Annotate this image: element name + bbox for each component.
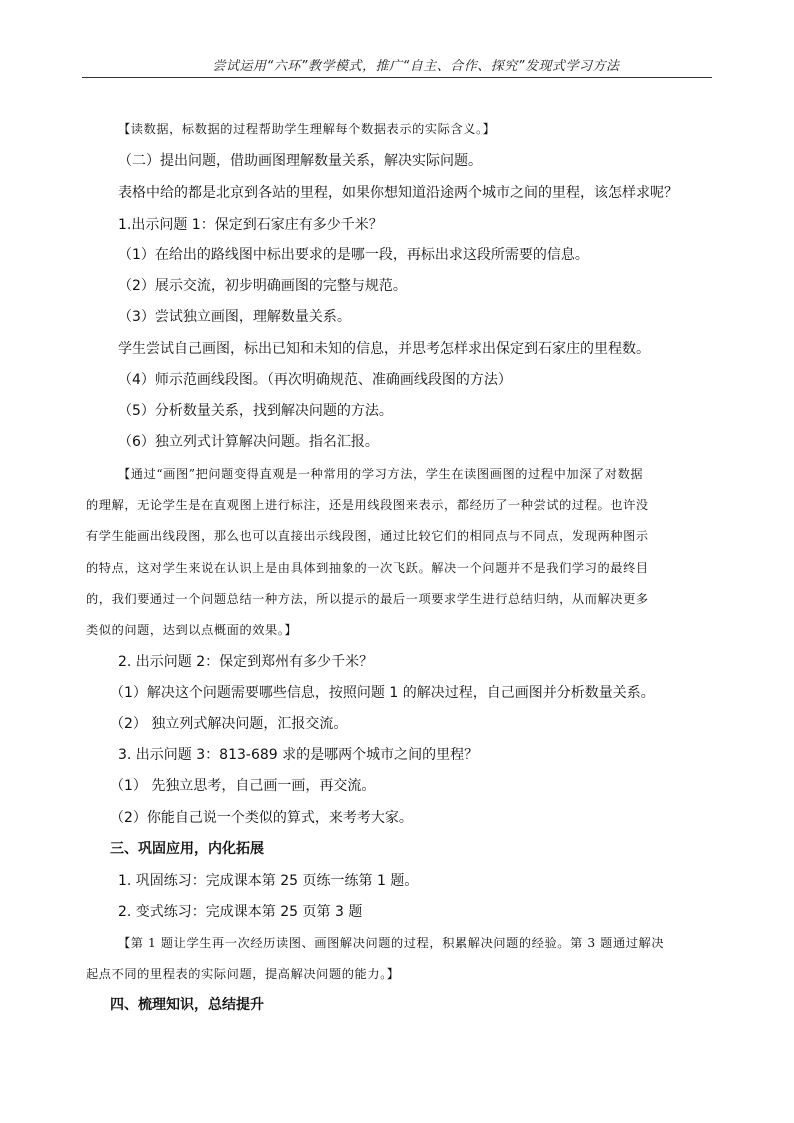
note-line: 起点不同的里程表的实际问题，提高解决问题的能力。】 (86, 967, 400, 981)
body-line: （5）分析数量关系，找到解决问题的方法。 (118, 403, 393, 419)
body-line: （1） 先独立思考，自己画一画，再交流。 (110, 778, 376, 794)
body-line: 3. 出示问题 3：813-689 求的是哪两个城市之间的里程？ (118, 747, 479, 763)
body-line: （2）展示交流，初步明确画图的完整与规范。 (118, 278, 407, 294)
note-line: 【第 1 题让学生再一次经历读图、画图解决问题的过程，积累解决问题的经验。第 3 题通过解决 (118, 936, 665, 950)
body-line: （二）提出问题，借助画图理解数量关系，解决实际问题。 (118, 153, 482, 169)
body-line: 1.出示问题 1：保定到石家庄有多少千米？ (118, 217, 383, 233)
body-line: （4）师示范画线段图。（再次明确规范、准确画线段图的方法） (118, 372, 512, 388)
body-line: （2） 独立列式解决问题，汇报交流。 (110, 716, 348, 732)
body-line: 2. 变式练习：完成课本第 25 页第 3 题 (118, 904, 363, 920)
body-line: 学生尝试自己画图，标出已知和未知的信息，并思考怎样求出保定到石家庄的里程数。 (118, 341, 650, 357)
body-line: 1. 巩固练习：完成课本第 25 页练一练第 1 题。 (118, 873, 419, 889)
note-line: 类似的问题，达到以点概面的效果。】 (86, 623, 298, 637)
header-divider (82, 77, 712, 78)
body-line: （2）你能自己说一个类似的算式，来考考大家。 (110, 810, 413, 826)
note-line: 的，我们要通过一个问题总结一种方法，所以提示的最后一项要求学生进行总结归纳，从而解决更多 (86, 592, 649, 606)
body-line: （3）尝试独立画图，理解数量关系。 (118, 309, 351, 325)
body-line: （1）解决这个问题需要哪些信息，按照问题 1 的解决过程，自己画图并分析数量关系。 (110, 685, 655, 701)
body-line: 表格中给的都是北京到各站的里程，如果你想知道沿途两个城市之间的里程，该怎样求呢？ (118, 185, 678, 201)
body-line: （6）独立列式计算解决问题。指名汇报。 (118, 434, 379, 450)
note-line: 的理解，无论学生是在直观图上进行标注，还是用线段图来表示，都经历了一种尝试的过程。也许没 (86, 498, 649, 512)
note-line: 有学生能画出线段图，那么也可以直接出示线段图，通过比较它们的相同点与不同点，发现两种图示 (86, 529, 649, 543)
note-line: 的特点，这对学生来说在认识上是由具体到抽象的一次飞跃。解决一个问题并不是我们学习的最终目 (86, 561, 649, 575)
body-line: （1）在给出的路线图中标出要求的是哪一段，再标出求这段所需要的信息。 (118, 247, 589, 263)
body-line: 2. 出示问题 2：保定到郑州有多少千米？ (118, 654, 374, 670)
page-header: 尝试运用“六环”教学模式，推广“自主、合作、探究”发现式学习方法 (212, 59, 620, 74)
section-heading: 三、巩固应用，内化拓展 (110, 841, 264, 857)
note-line: 【读数据，标数据的过程帮助学生理解每个数据表示的实际含义。】 (118, 122, 496, 136)
section-heading: 四、梳理知识，总结提升 (110, 997, 264, 1013)
note-line: 【通过“画图”把问题变得直观是一种常用的学习方法，学生在读图画图的过程中加深了对数据 (118, 467, 644, 481)
